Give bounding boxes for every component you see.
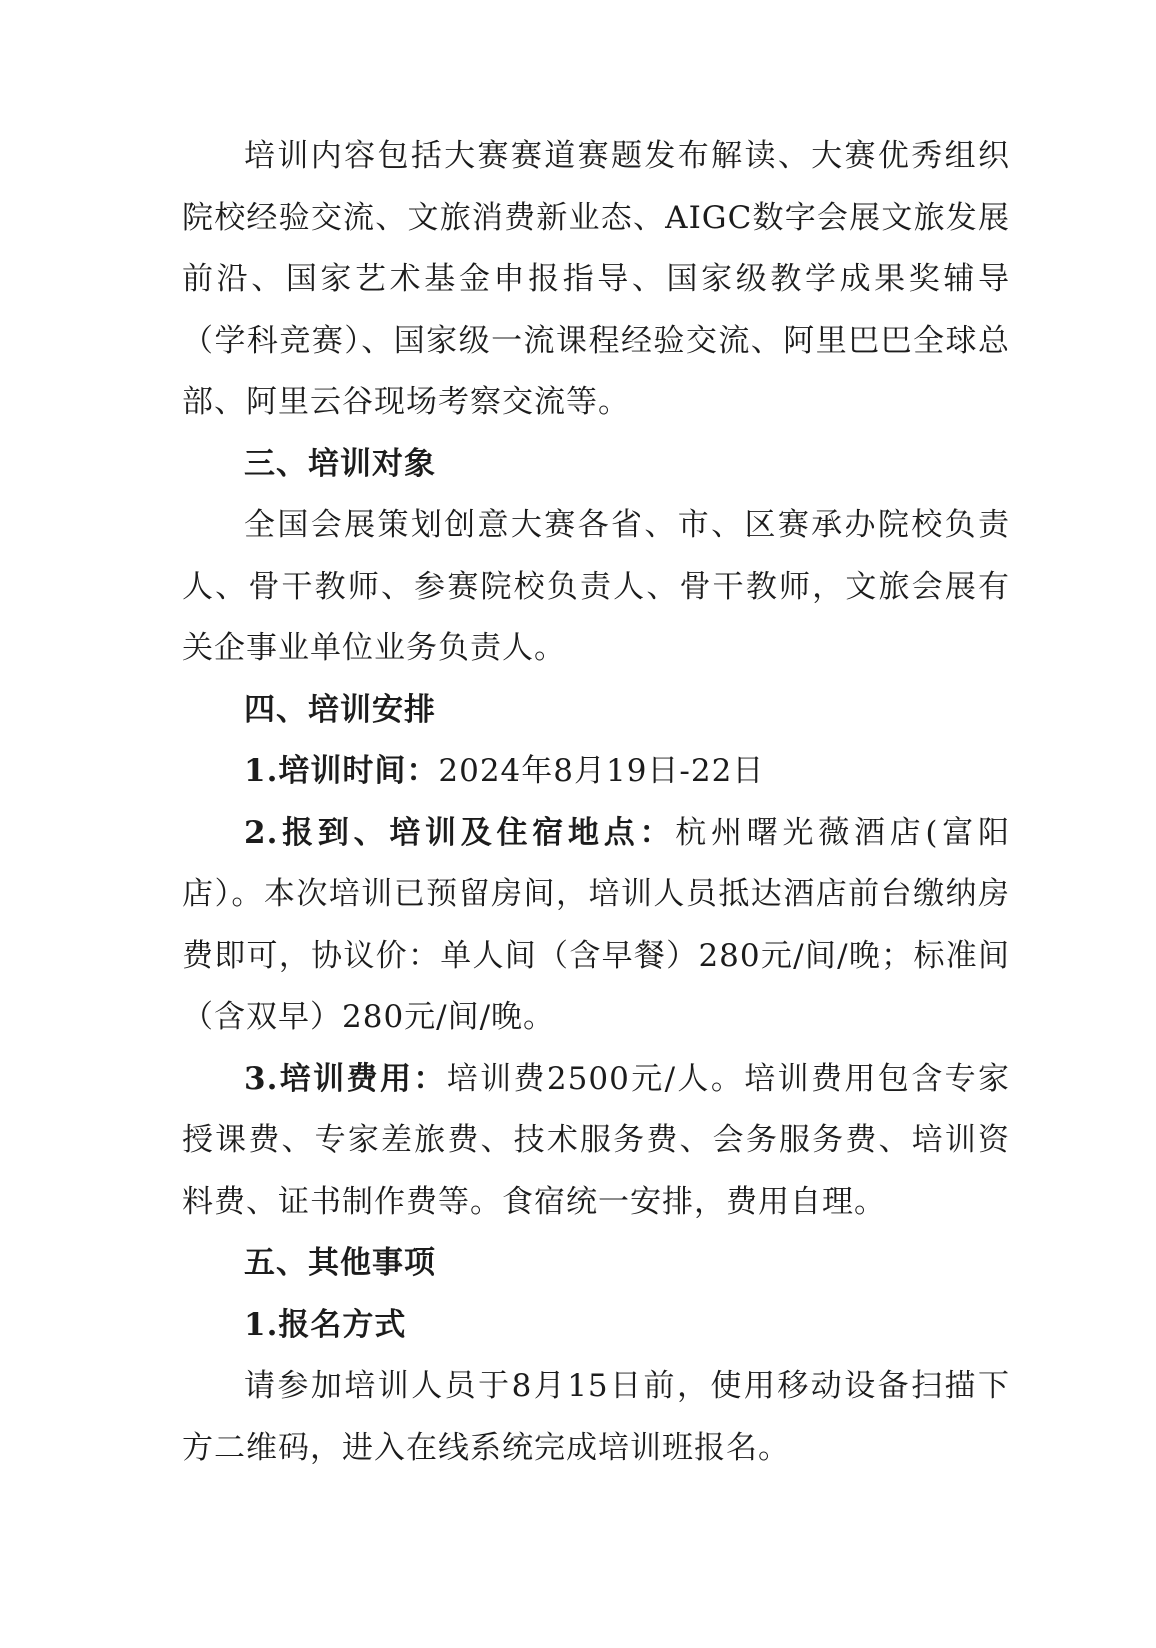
training-content-paragraph: 培训内容包括大赛赛道赛题发布解读、大赛优秀组织院校经验交流、文旅消费新业态、AIGC数字会展文旅发展前沿、国家艺术基金申报指导、国家级教学成果奖辅导（学科竞赛）、国家级一流课程经验交流、阿里巴巴全球总部、阿里云谷现场考察交流等。 [182, 138, 1010, 420]
registration-method-heading: 1.报名方式 [244, 1306, 407, 1343]
training-time-paragraph [182, 741, 1010, 803]
fee-label: 3.培训费用： [244, 1060, 447, 1097]
training-target-paragraph: 全国会展策划创意大赛各省、市、区赛承办院校负责人、骨干教师、参赛院校负责人、骨干教师，文旅会展有关企事业单位业务负责人。 [182, 507, 1010, 666]
training-time-value: 2024年8月19日-22日 [438, 753, 765, 789]
section-3-heading: 三、培训对象 [244, 445, 436, 482]
training-time-label: 1.培训时间： [244, 753, 439, 789]
registration-paragraph: 请参加培训人员于8月15日前，使用移动设备扫描下方二维码，进入在线系统完成培训班报名。 [182, 1368, 1010, 1466]
venue-paragraph [182, 803, 1010, 1049]
section-4-heading: 四、培训安排 [244, 691, 436, 728]
fee-paragraph [182, 1049, 1010, 1234]
document-body [182, 126, 1010, 1479]
venue-label: 2.报到、培训及住宿地点： [244, 814, 676, 851]
fee-text: 培训费2500元/人。培训费用包含专家授课费、专家差旅费、技术服务费、会务服务费、培训资料费、证书制作费等。食宿统一安排，费用自理。 [182, 1060, 1010, 1220]
venue-text: 杭州曙光薇酒店(富阳店）。本次培训已预留房间，培训人员抵达酒店前台缴纳房费即可，协议价：单人间（含早餐）280元/间/晚；标准间（含双早）280元/间/晚。 [182, 814, 1010, 1035]
section-5-heading: 五、其他事项 [244, 1245, 436, 1281]
